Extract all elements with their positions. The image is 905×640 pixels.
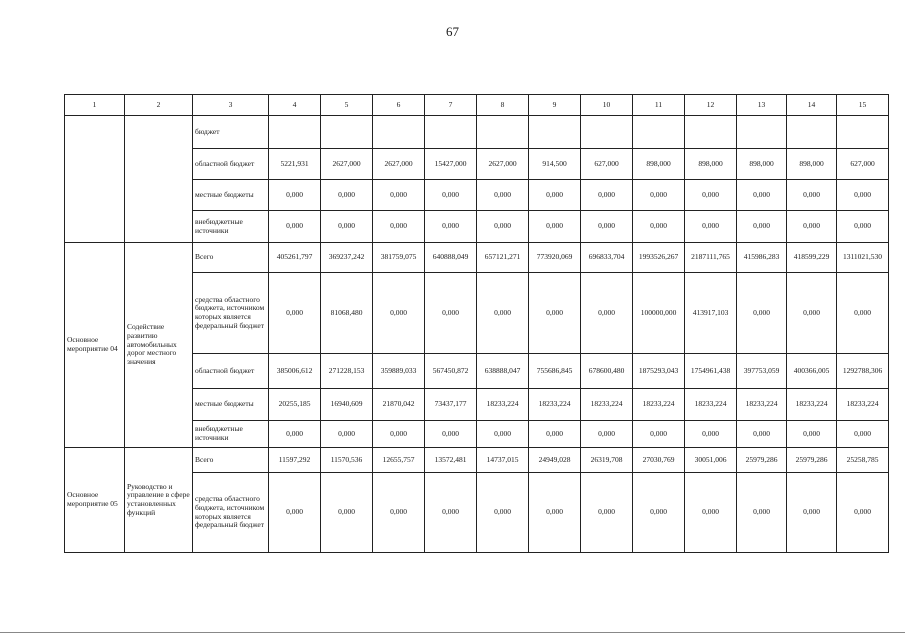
value-cell: 0,000: [685, 421, 737, 448]
value-cell: 0,000: [425, 473, 477, 553]
value-cell: 16940,609: [321, 389, 373, 421]
value-cell: 0,000: [837, 211, 889, 243]
column-number-header: 2: [125, 95, 193, 116]
value-cell: 73437,177: [425, 389, 477, 421]
column-number-header: 9: [529, 95, 581, 116]
value-cell: 0,000: [321, 473, 373, 553]
value-cell: 0,000: [737, 273, 787, 354]
value-cell: 13572,481: [425, 448, 477, 473]
value-cell: 12655,757: [373, 448, 425, 473]
value-cell: 0,000: [321, 211, 373, 243]
value-cell: 0,000: [685, 211, 737, 243]
value-cell: 0,000: [373, 273, 425, 354]
value-cell: 5221,931: [269, 149, 321, 180]
value-cell: 0,000: [529, 473, 581, 553]
table-row: [65, 243, 889, 273]
value-cell: 0,000: [633, 211, 685, 243]
value-cell: 11597,292: [269, 448, 321, 473]
value-cell: 20255,185: [269, 389, 321, 421]
funding-source-cell: внебюджетные источники: [193, 211, 269, 243]
funding-source-cell: средства областного бюджета, источником которых является федеральный бюджет: [193, 273, 269, 354]
measure-title-cell: Руководство и управление в сфере установленных функций: [125, 448, 193, 553]
value-cell: [685, 116, 737, 149]
value-cell: 0,000: [685, 180, 737, 211]
value-cell: 0,000: [269, 473, 321, 553]
column-number-header: 3: [193, 95, 269, 116]
value-cell: [373, 116, 425, 149]
funding-source-cell: внебюджетные источники: [193, 421, 269, 448]
value-cell: 2627,000: [373, 149, 425, 180]
value-cell: 2627,000: [321, 149, 373, 180]
column-number-header: 13: [737, 95, 787, 116]
funding-source-cell: бюджет: [193, 116, 269, 149]
value-cell: 0,000: [477, 421, 529, 448]
column-number-header: 14: [787, 95, 837, 116]
value-cell: 914,500: [529, 149, 581, 180]
measure-cell: Основное мероприятие 05: [65, 448, 125, 553]
value-cell: 638888,047: [477, 354, 529, 389]
value-cell: 0,000: [269, 180, 321, 211]
value-cell: 0,000: [425, 211, 477, 243]
value-cell: 0,000: [787, 180, 837, 211]
header-row: [65, 95, 889, 116]
value-cell: 24949,028: [529, 448, 581, 473]
value-cell: 567450,872: [425, 354, 477, 389]
column-number-header: 1: [65, 95, 125, 116]
value-cell: 0,000: [837, 273, 889, 354]
value-cell: 0,000: [787, 211, 837, 243]
table-row: [65, 116, 889, 149]
value-cell: 1754961,438: [685, 354, 737, 389]
value-cell: 385006,612: [269, 354, 321, 389]
value-cell: 755686,845: [529, 354, 581, 389]
value-cell: [581, 116, 633, 149]
value-cell: 0,000: [581, 473, 633, 553]
value-cell: [837, 116, 889, 149]
value-cell: 0,000: [477, 211, 529, 243]
value-cell: 2627,000: [477, 149, 529, 180]
column-number-header: 8: [477, 95, 529, 116]
value-cell: 0,000: [787, 473, 837, 553]
value-cell: 25979,286: [737, 448, 787, 473]
value-cell: 14737,015: [477, 448, 529, 473]
value-cell: 27030,769: [633, 448, 685, 473]
value-cell: 18233,224: [633, 389, 685, 421]
funding-source-cell: областной бюджет: [193, 149, 269, 180]
value-cell: 1311021,530: [837, 243, 889, 273]
value-cell: 271228,153: [321, 354, 373, 389]
value-cell: 0,000: [685, 473, 737, 553]
value-cell: 898,000: [685, 149, 737, 180]
value-cell: 1993526,267: [633, 243, 685, 273]
value-cell: 18233,224: [581, 389, 633, 421]
column-number-header: 5: [321, 95, 373, 116]
page-bottom-edge: [0, 632, 905, 633]
value-cell: 0,000: [737, 180, 787, 211]
value-cell: 0,000: [737, 421, 787, 448]
value-cell: 0,000: [529, 180, 581, 211]
value-cell: [269, 116, 321, 149]
value-cell: 0,000: [373, 473, 425, 553]
value-cell: 1875293,043: [633, 354, 685, 389]
value-cell: 397753,059: [737, 354, 787, 389]
column-number-header: 7: [425, 95, 477, 116]
value-cell: 0,000: [581, 273, 633, 354]
value-cell: 0,000: [581, 421, 633, 448]
value-cell: 0,000: [633, 180, 685, 211]
value-cell: 0,000: [373, 180, 425, 211]
value-cell: 0,000: [837, 421, 889, 448]
value-cell: 0,000: [737, 211, 787, 243]
value-cell: 0,000: [529, 421, 581, 448]
funding-source-cell: средства областного бюджета, источником которых является федеральный бюджет: [193, 473, 269, 553]
value-cell: 2187111,765: [685, 243, 737, 273]
value-cell: 1292788,306: [837, 354, 889, 389]
value-cell: 657121,271: [477, 243, 529, 273]
measure-cell: Основное мероприятие 04: [65, 243, 125, 448]
funding-source-cell: местные бюджеты: [193, 180, 269, 211]
value-cell: 18233,224: [737, 389, 787, 421]
value-cell: 0,000: [373, 211, 425, 243]
value-cell: 18233,224: [837, 389, 889, 421]
value-cell: 640888,049: [425, 243, 477, 273]
value-cell: 0,000: [633, 473, 685, 553]
value-cell: 0,000: [269, 211, 321, 243]
value-cell: 18233,224: [529, 389, 581, 421]
value-cell: 0,000: [581, 180, 633, 211]
value-cell: 0,000: [633, 421, 685, 448]
value-cell: 0,000: [269, 421, 321, 448]
value-cell: [529, 116, 581, 149]
value-cell: 0,000: [425, 273, 477, 354]
value-cell: 0,000: [837, 180, 889, 211]
value-cell: [633, 116, 685, 149]
value-cell: 0,000: [373, 421, 425, 448]
budget-table: [64, 94, 889, 553]
value-cell: 773920,069: [529, 243, 581, 273]
value-cell: 0,000: [529, 273, 581, 354]
column-number-header: 6: [373, 95, 425, 116]
value-cell: 0,000: [477, 473, 529, 553]
value-cell: 898,000: [737, 149, 787, 180]
column-number-header: 15: [837, 95, 889, 116]
value-cell: 11570,536: [321, 448, 373, 473]
value-cell: 0,000: [581, 211, 633, 243]
value-cell: 81068,480: [321, 273, 373, 354]
value-cell: 381759,075: [373, 243, 425, 273]
value-cell: 898,000: [787, 149, 837, 180]
page-number: 67: [446, 24, 459, 39]
value-cell: [477, 116, 529, 149]
table-row: [65, 448, 889, 473]
funding-source-cell: областной бюджет: [193, 354, 269, 389]
value-cell: 21870,042: [373, 389, 425, 421]
value-cell: 0,000: [321, 421, 373, 448]
value-cell: 0,000: [477, 273, 529, 354]
value-cell: 18233,224: [477, 389, 529, 421]
funding-source-cell: местные бюджеты: [193, 389, 269, 421]
value-cell: 627,000: [837, 149, 889, 180]
column-number-header: 11: [633, 95, 685, 116]
value-cell: 0,000: [737, 473, 787, 553]
value-cell: 0,000: [787, 421, 837, 448]
value-cell: 0,000: [425, 421, 477, 448]
value-cell: 0,000: [529, 211, 581, 243]
value-cell: [425, 116, 477, 149]
column-number-header: 4: [269, 95, 321, 116]
value-cell: 25979,286: [787, 448, 837, 473]
column-number-header: 10: [581, 95, 633, 116]
value-cell: 18233,224: [787, 389, 837, 421]
value-cell: 359889,033: [373, 354, 425, 389]
value-cell: 0,000: [477, 180, 529, 211]
measure-title-cell: [125, 116, 193, 243]
value-cell: 0,000: [787, 273, 837, 354]
value-cell: 405261,797: [269, 243, 321, 273]
value-cell: 0,000: [837, 473, 889, 553]
value-cell: 100000,000: [633, 273, 685, 354]
value-cell: 0,000: [425, 180, 477, 211]
value-cell: 400366,005: [787, 354, 837, 389]
value-cell: 18233,224: [685, 389, 737, 421]
value-cell: 15427,000: [425, 149, 477, 180]
value-cell: [787, 116, 837, 149]
value-cell: 30051,006: [685, 448, 737, 473]
column-number-header: 12: [685, 95, 737, 116]
value-cell: 0,000: [321, 180, 373, 211]
measure-title-cell: Содействие развитию автомобильных дорог местного значения: [125, 243, 193, 448]
value-cell: 415986,283: [737, 243, 787, 273]
value-cell: 678600,480: [581, 354, 633, 389]
value-cell: 696833,704: [581, 243, 633, 273]
value-cell: 418599,229: [787, 243, 837, 273]
value-cell: [737, 116, 787, 149]
value-cell: [321, 116, 373, 149]
value-cell: 26319,708: [581, 448, 633, 473]
value-cell: 627,000: [581, 149, 633, 180]
value-cell: 369237,242: [321, 243, 373, 273]
value-cell: 898,000: [633, 149, 685, 180]
funding-source-cell: Всего: [193, 448, 269, 473]
value-cell: 413917,103: [685, 273, 737, 354]
value-cell: 25258,785: [837, 448, 889, 473]
funding-source-cell: Всего: [193, 243, 269, 273]
measure-cell: [65, 116, 125, 243]
value-cell: 0,000: [269, 273, 321, 354]
